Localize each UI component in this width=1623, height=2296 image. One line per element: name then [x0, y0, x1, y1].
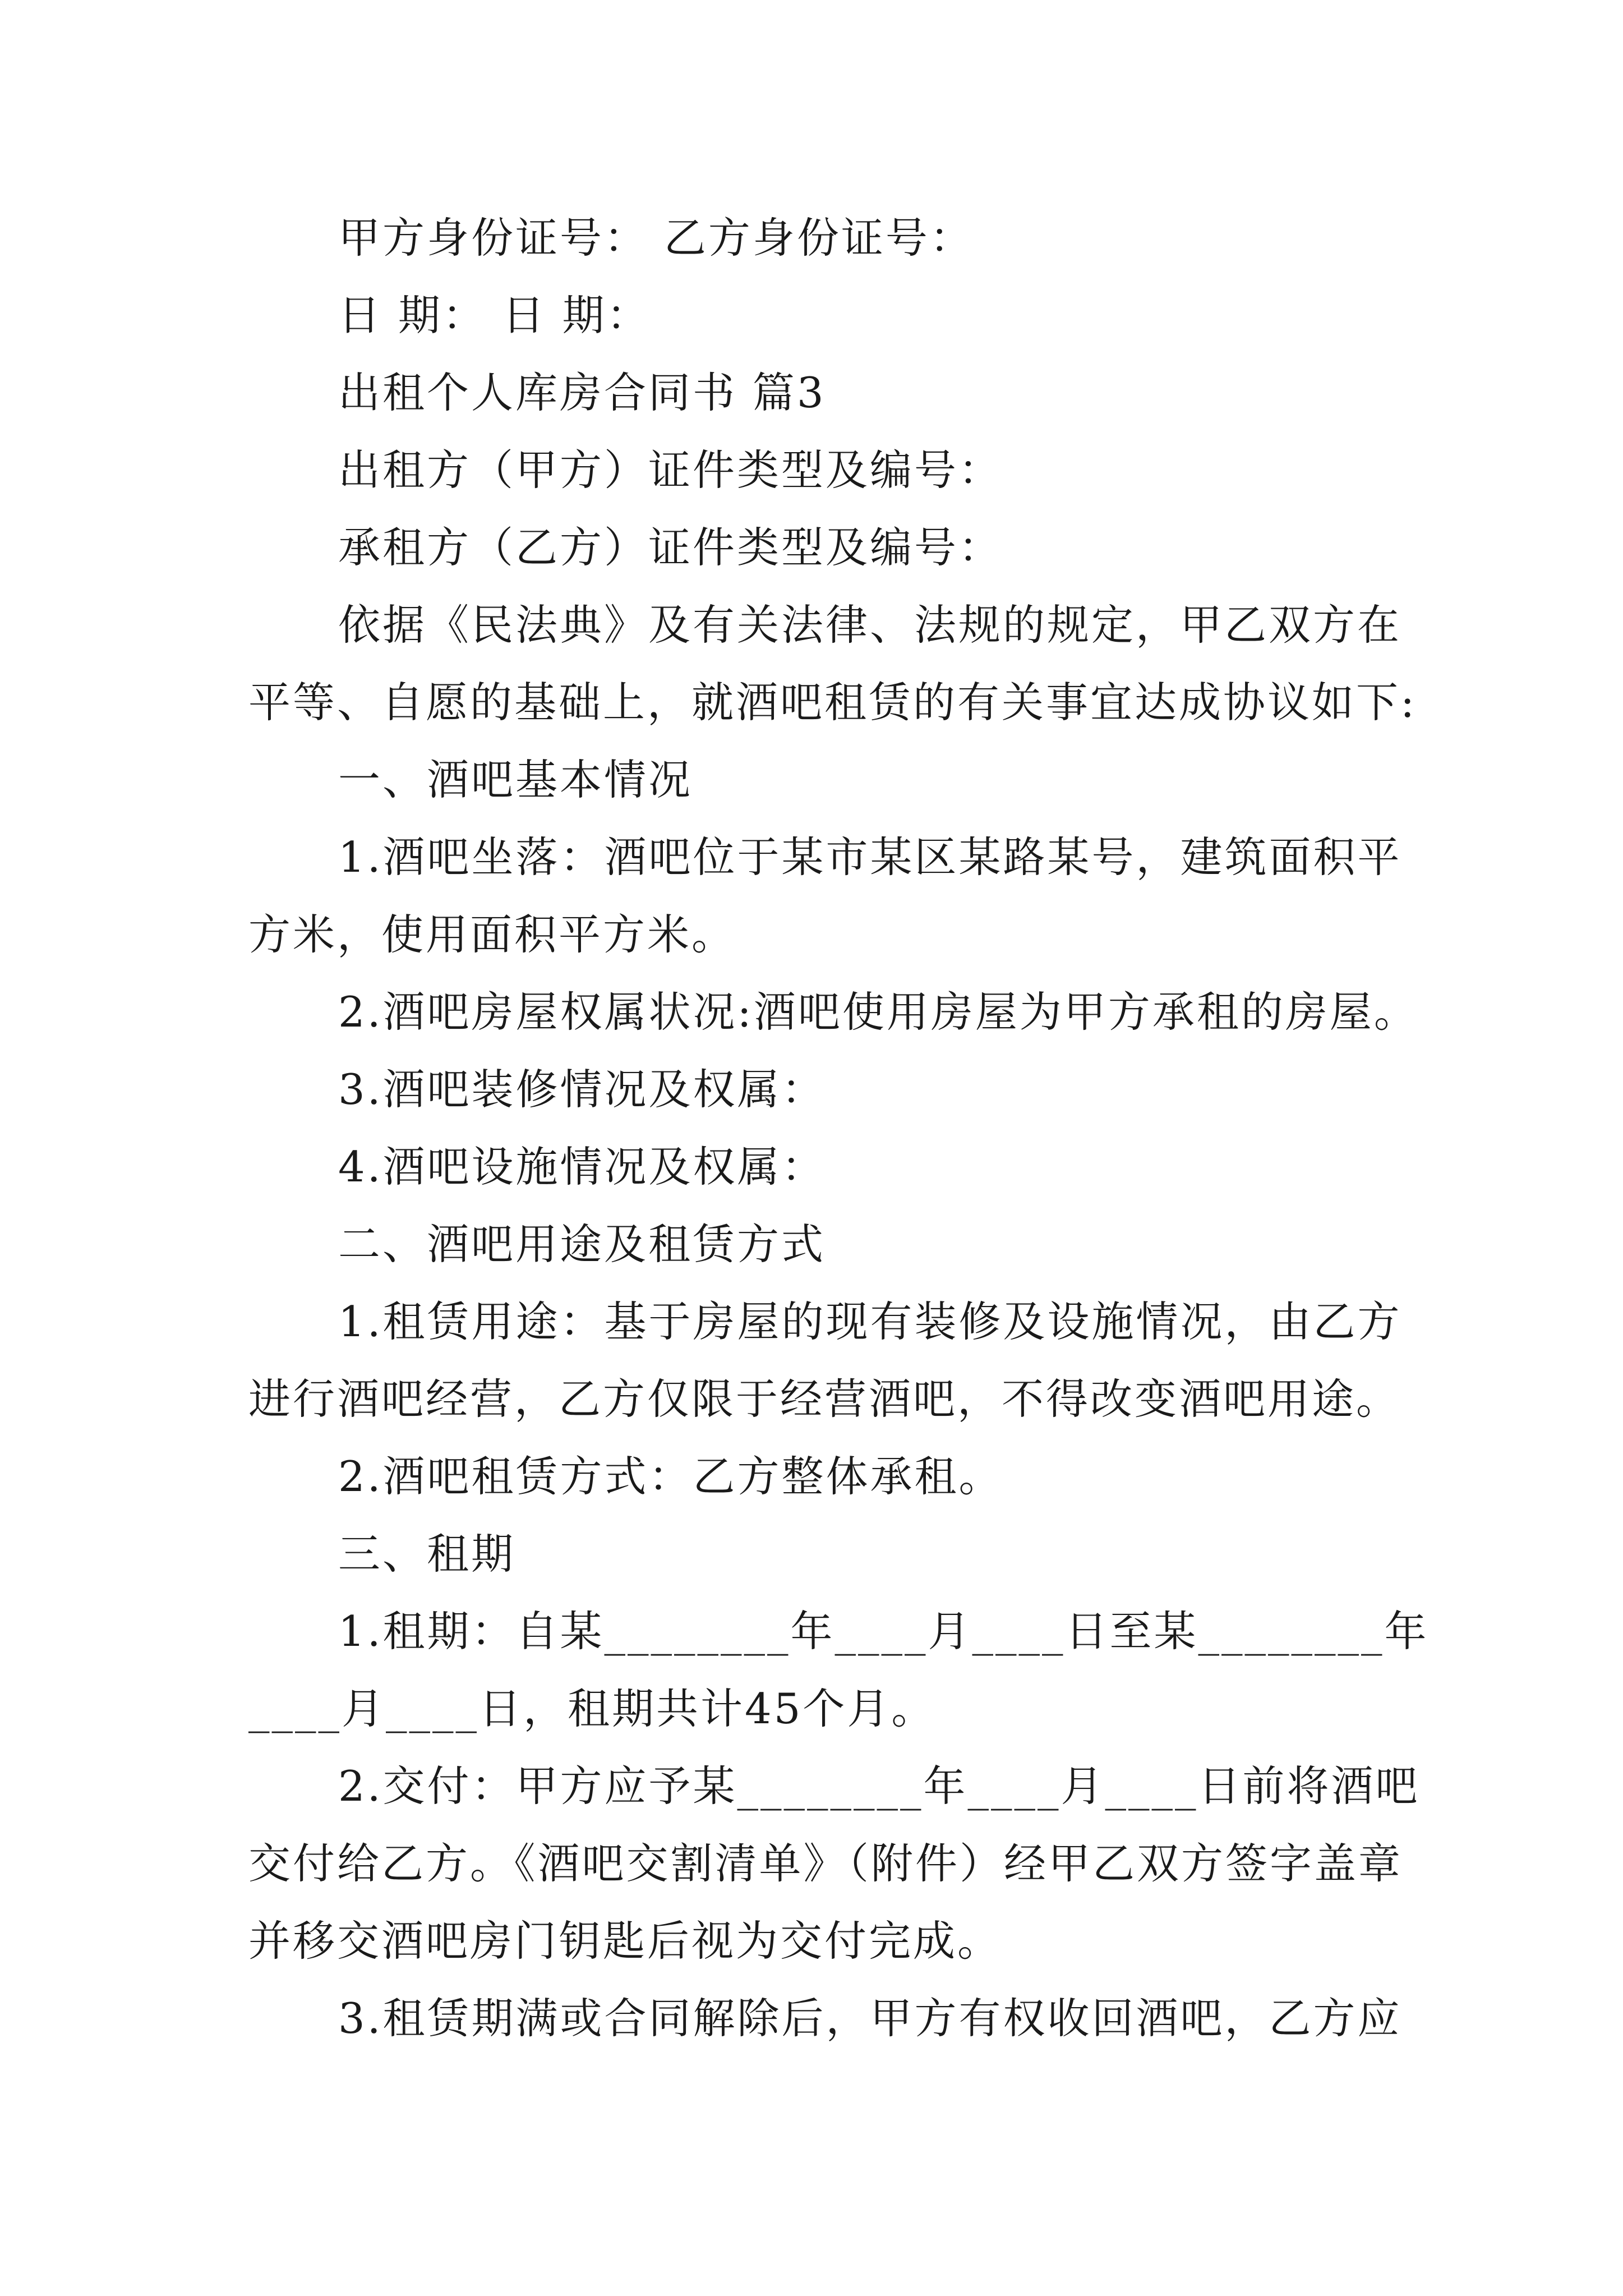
paragraph-line: 1.租期：自某________年____月____日至某________年 [338, 1607, 1429, 1656]
paragraph-line: 并移交酒吧房门钥匙后视为交付完成。 [248, 1916, 1002, 1966]
paragraph-line: 平等、自愿的基础上，就酒吧租赁的有关事宜达成协议如下: [248, 678, 1417, 727]
paragraph-line: 方米，使用面积平方米。 [248, 910, 736, 959]
paragraph-line: 1.酒吧坐落：酒吧位于某市某区某路某号，建筑面积平 [338, 832, 1402, 882]
paragraph-line: 进行酒吧经营，乙方仅限于经营酒吧，不得改变酒吧用途。 [248, 1374, 1401, 1424]
section-heading: 出租个人库房合同书 篇3 [338, 368, 826, 417]
paragraph-line: 2.酒吧房屋权属状况:酒吧使用房屋为甲方承租的房屋。 [338, 987, 1418, 1037]
date-line: 日 期： 日 期： [338, 291, 651, 340]
paragraph-line: 依据《民法典》及有关法律、法规的规定，甲乙双方在 [338, 600, 1402, 650]
lessor-id-line: 出租方（甲方）证件类型及编号： [338, 445, 1003, 495]
paragraph-line: 2.交付：甲方应予某________年____月____日前将酒吧 [338, 1761, 1420, 1811]
id-number-line: 甲方身份证号： 乙方身份证号： [338, 213, 974, 263]
paragraph-line: 交付给乙方。《酒吧交割清单》（附件）经甲乙双方签字盖章 [248, 1839, 1403, 1888]
clause-heading: 一、酒吧基本情况 [338, 755, 693, 804]
lessee-id-line: 承租方（乙方）证件类型及编号： [338, 523, 1003, 572]
clause-heading: 二、酒吧用途及租赁方式 [338, 1220, 826, 1269]
paragraph-line: 3.酒吧装修情况及权属： [338, 1065, 826, 1114]
clause-heading: 三、租期 [338, 1529, 516, 1579]
document-body [248, 199, 1429, 2057]
paragraph-line: 3.租赁期满或合同解除后，甲方有权收回酒吧，乙方应 [338, 1994, 1402, 2043]
paragraph-line: 4.酒吧设施情况及权属： [338, 1142, 826, 1191]
paragraph-line: ____月____日，租期共计45个月。 [248, 1684, 936, 1733]
paragraph-line: 2.酒吧租赁方式：乙方整体承租。 [338, 1452, 1003, 1501]
paragraph-line: 1.租赁用途：基于房屋的现有装修及设施情况，由乙方 [338, 1297, 1402, 1346]
